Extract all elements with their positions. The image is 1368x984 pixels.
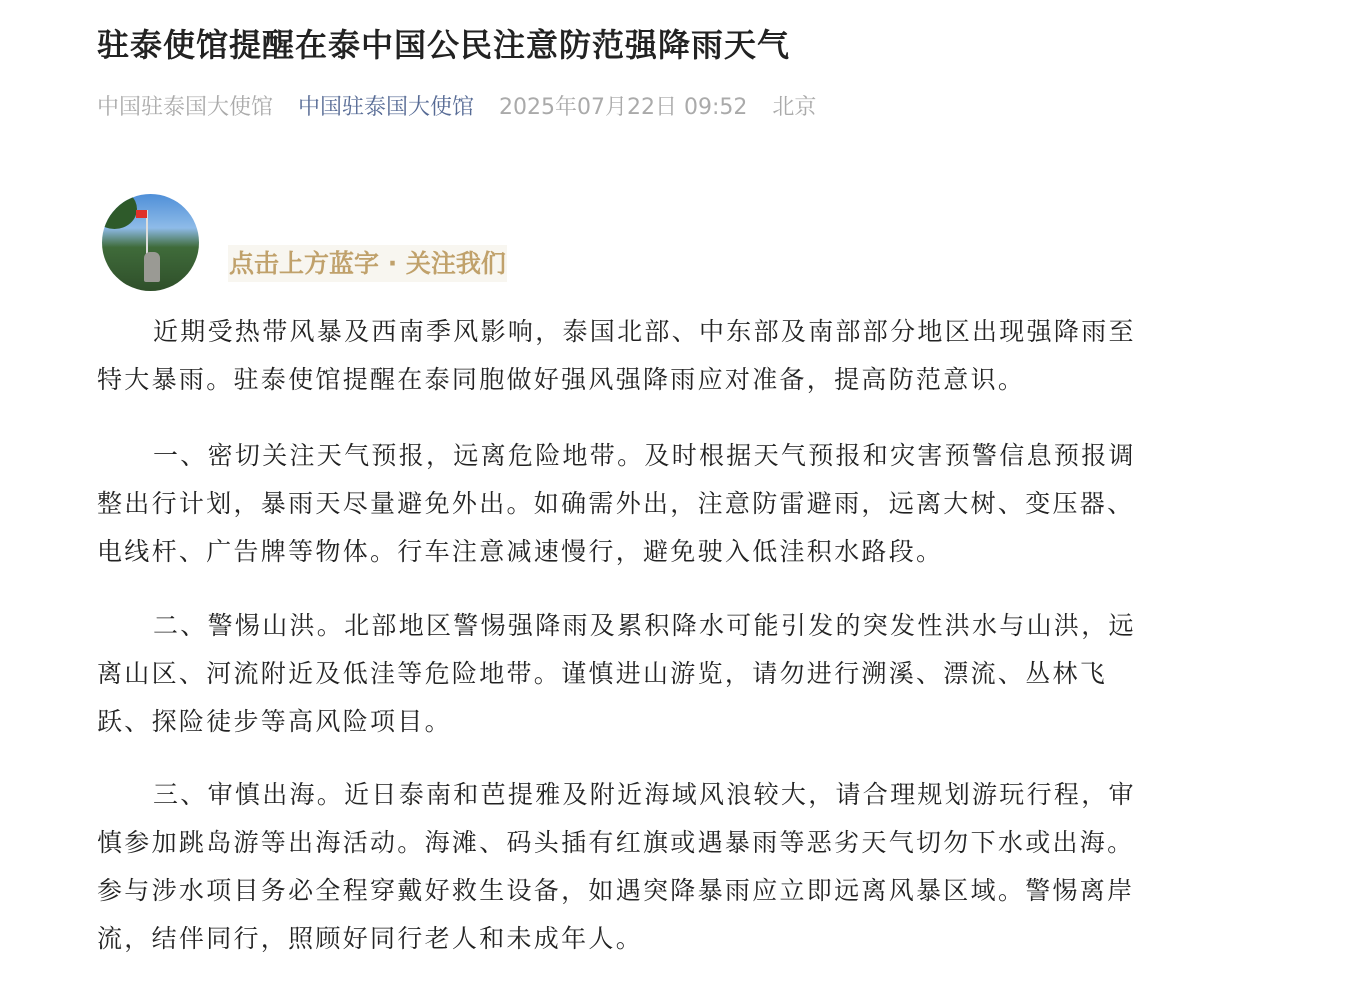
text-line: 离山区、河流附近及低洼等危险地带。谨慎进山游览，请勿进行溯溪、漂流、丛林飞 [97,659,1108,688]
text-line: 参与涉水项目务必全程穿戴好救生设备，如遇突降暴雨应立即远离风暴区域。警惕离岸 [97,876,1135,905]
paragraph-intro [97,308,1136,404]
text-line: 二、警惕山洪。北部地区警惕强降雨及累积降水可能引发的突发性洪水与山洪，远 [153,611,1136,640]
statue-shape [144,252,160,282]
tree-shape [102,194,137,229]
paragraph-3 [97,771,1136,963]
publish-location: 北京 [772,95,817,120]
paragraph-1 [97,432,1136,576]
text-line: 流，结伴同行，照顾好同行老人和未成年人。 [97,924,644,953]
text-line: 电线杆、广告牌等物体。行车注意减速慢行，避免驶入低洼积水路段。 [97,537,944,566]
article-title: 驻泰使馆提醒在泰中国公民注意防范强降雨天气 [97,26,791,64]
paragraph-2 [97,602,1136,746]
account-avatar-image [102,194,199,291]
follow-banner: 点击上方蓝字 · 关注我们 [228,245,507,282]
account-link[interactable]: 中国驻泰国大使馆 [298,95,475,120]
publish-datetime: 2025年07月22日 09:52 [499,95,748,120]
text-line: 跃、探险徒步等高风险项目。 [97,707,452,736]
article-meta [97,90,834,121]
text-line: 近期受热带风暴及西南季风影响，泰国北部、中东部及南部部分地区出现强降雨至 [153,317,1136,346]
author: 中国驻泰国大使馆 [97,95,274,120]
text-line: 整出行计划，暴雨天尽量避免外出。如确需外出，注意防雷避雨，远离大树、变压器、 [97,489,1135,518]
text-line: 慎参加跳岛游等出海活动。海滩、码头插有红旗或遇暴雨等恶劣天气切勿下水或出海。 [97,828,1135,857]
text-line: 一、密切关注天气预报，远离危险地带。及时根据天气预报和灾害预警信息预报调 [153,441,1136,470]
flag-icon [136,210,147,218]
text-line: 三、审慎出海。近日泰南和芭提雅及附近海域风浪较大，请合理规划游玩行程，审 [153,780,1136,809]
text-line: 特大暴雨。驻泰使馆提醒在泰同胞做好强风强降雨应对准备，提高防范意识。 [97,365,1026,394]
